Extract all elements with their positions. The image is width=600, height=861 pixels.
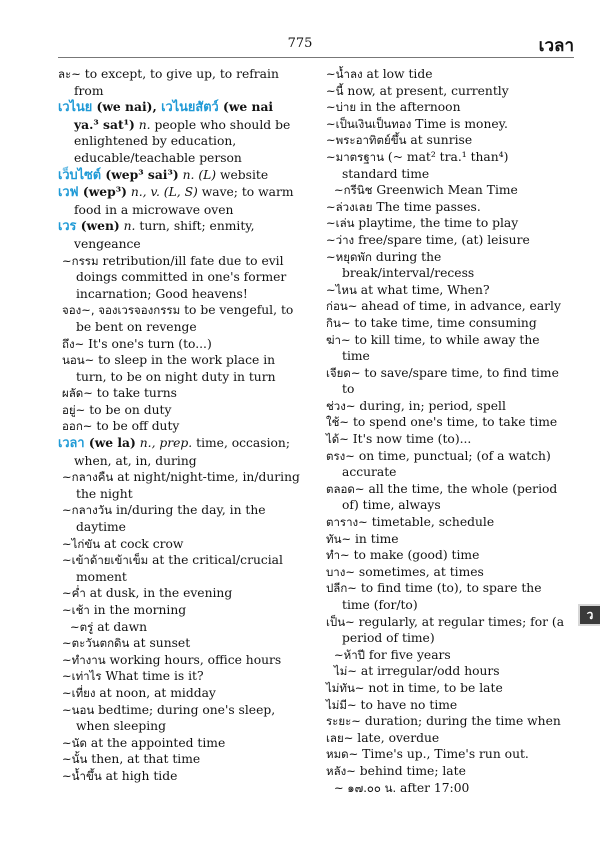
thai-phrase: ฆ่า~ <box>326 332 351 347</box>
sub-entry <box>58 502 300 535</box>
headword: เวลา <box>58 436 85 452</box>
sub-entry <box>326 763 566 780</box>
sub-entry <box>326 116 566 133</box>
sub-entry <box>326 132 566 149</box>
definition: in/during the day, in the daytime <box>76 503 266 535</box>
definition: to except, to give up, to refrain from <box>74 67 279 98</box>
definition: (~ mat² tra.¹ than⁴) standard time <box>342 149 509 181</box>
thai-phrase: ~เช้า <box>62 603 90 617</box>
part-of-speech: n. (L) <box>178 167 217 182</box>
definition: working hours, office hours <box>105 652 282 667</box>
definition: then, at that time <box>87 752 201 767</box>
sub-entry <box>58 635 300 652</box>
thai-phrase: ~ไหน <box>326 282 357 297</box>
page-number: 775 <box>287 36 313 51</box>
sub-entry <box>326 564 566 581</box>
definition: Greenwich Mean Time <box>372 183 518 198</box>
thai-phrase: อยู่~ <box>62 402 86 417</box>
thai-phrase: บาง~ <box>326 564 356 579</box>
definition: to be off duty <box>92 419 180 434</box>
thai-phrase: ~ทำงาน <box>62 652 106 667</box>
pronunciation: (we nai), <box>92 99 157 115</box>
left-column <box>58 66 300 785</box>
definition: at cock crow <box>100 536 184 551</box>
thai-phrase: ใช้~ <box>326 415 350 430</box>
thai-phrase: เลย~ <box>326 730 354 745</box>
thai-phrase: กิน~ <box>326 315 351 330</box>
thai-phrase: ~เข้าด้ายเข้าเข็ม <box>62 553 149 568</box>
sub-entry <box>326 647 566 664</box>
definition: at sunset <box>129 636 191 651</box>
definition: at the appointed time <box>86 735 226 750</box>
pronunciation: (we la) <box>84 435 136 451</box>
sub-entry <box>326 282 566 299</box>
sub-entry <box>58 602 300 619</box>
sub-entry <box>58 619 300 636</box>
definition: to be on duty <box>85 402 172 417</box>
sub-entry <box>326 83 566 100</box>
headword-variant: เวไนยสัตว์ <box>156 100 219 116</box>
thai-phrase: ~กลางคืน <box>62 470 114 485</box>
sub-entry <box>58 652 300 669</box>
sub-entry <box>326 414 566 431</box>
thai-phrase: ออก~ <box>62 419 93 434</box>
definition: in the morning <box>89 603 187 617</box>
thai-phrase: ~ ๑๗.๐๐ น. <box>334 780 397 795</box>
sub-entry <box>58 385 300 402</box>
part-of-speech: n. <box>134 117 151 132</box>
definition: at low tide <box>362 67 433 81</box>
thai-phrase: ~ตรู่ <box>70 619 94 634</box>
definition: at irregular/odd hours <box>357 664 500 679</box>
sub-entry <box>326 697 566 714</box>
thai-phrase: ~นอน <box>62 702 95 717</box>
thai-phrase: ~ว่าง <box>326 232 355 247</box>
thai-phrase: ตลอด~ <box>326 481 365 496</box>
sub-entry <box>326 481 566 514</box>
sub-entry <box>326 99 566 116</box>
thai-phrase: ~ห้าปี <box>334 647 365 662</box>
sub-entry <box>326 531 566 548</box>
headword: เวไนย <box>58 100 93 116</box>
headword: เวฟ <box>58 185 79 201</box>
sub-entry <box>326 514 566 531</box>
sub-entry <box>326 199 566 216</box>
thai-phrase: ~น้ำลง <box>326 67 363 81</box>
thai-phrase: ~บ่าย <box>326 100 357 115</box>
sub-entry <box>58 352 300 385</box>
thai-phrase: ~กรีนิช <box>334 183 373 198</box>
definition: at dusk, in the evening <box>85 586 233 601</box>
sub-entry <box>326 315 566 332</box>
definition: to have no time <box>356 697 458 712</box>
sub-entry <box>326 365 566 398</box>
sub-entry <box>58 735 300 752</box>
sub-entry <box>58 768 300 785</box>
definition: Time's up., Time's run out. <box>358 747 529 762</box>
headword-entry <box>58 99 300 166</box>
thai-phrase: หมด~ <box>326 747 359 762</box>
headword-entry <box>58 218 300 252</box>
sub-entry <box>58 702 300 735</box>
sub-entry <box>58 751 300 768</box>
definition: late, overdue <box>353 730 440 745</box>
part-of-speech: n. <box>119 219 136 234</box>
running-head: เวลา <box>538 36 574 56</box>
thai-phrase: ไม่~ <box>334 664 357 679</box>
sub-entry <box>326 680 566 697</box>
definition: behind time; late <box>355 763 466 778</box>
sub-entry <box>326 547 566 564</box>
thai-phrase: ~นี้ <box>326 83 344 98</box>
sub-entry <box>326 448 566 481</box>
sub-entry <box>326 614 566 647</box>
sub-entry <box>326 232 566 249</box>
definition: It's one's turn (to...) <box>84 336 212 351</box>
pronunciation: (wep³) <box>78 184 127 200</box>
thai-phrase: เป็น~ <box>326 614 355 629</box>
sub-entry <box>326 713 566 730</box>
definition: at noon, at midday <box>95 685 216 700</box>
thai-phrase: ~เป็นเงินเป็นทอง <box>326 116 412 131</box>
pronunciation: (wen) <box>76 218 120 234</box>
thai-phrase: ตรง~ <box>326 448 355 463</box>
thai-phrase: ~น้ำขึ้น <box>62 768 102 783</box>
sub-entry <box>58 536 300 553</box>
sub-entry <box>326 431 566 448</box>
sub-entry <box>326 249 566 282</box>
definition: to sleep in the work place in turn, to be on night duty in turn <box>76 353 276 384</box>
sub-entry <box>326 298 566 315</box>
thai-phrase: จอง~, จองเวรจองกรรม <box>62 303 181 318</box>
definition: at the critical/crucial moment <box>76 553 283 584</box>
headword-entry <box>58 167 300 185</box>
definition: It's now time (to)... <box>348 432 472 447</box>
definition: in the afternoon <box>356 100 461 115</box>
definition: people who should be enlightened by education, educable/teachable person <box>74 117 291 165</box>
sub-entry <box>326 398 566 415</box>
definition: at high tide <box>101 768 178 783</box>
definition: now, at present, currently <box>343 83 509 98</box>
definition: to take turns <box>92 386 177 401</box>
thai-phrase: ~นัด <box>62 735 87 750</box>
thai-phrase: ระยะ~ <box>326 714 361 729</box>
pronunciation: (wep³ sai³) <box>101 166 179 182</box>
definition: regularly, at regular times; for (a period of time) <box>342 614 565 646</box>
sub-entry <box>58 668 300 685</box>
thai-phrase: ถึง~ <box>62 336 85 351</box>
thai-phrase: ก่อน~ <box>326 299 358 314</box>
thai-phrase: ~นั้น <box>62 752 88 767</box>
definition: ahead of time, in advance, early <box>357 299 561 314</box>
definition: not in time, to be late <box>364 680 503 695</box>
sub-entry <box>326 182 566 199</box>
definition: to save/spare time, to find time to <box>342 365 559 397</box>
definition: duration; during the time when <box>360 714 561 729</box>
thai-phrase: ~กลางวัน <box>62 503 113 518</box>
sub-entry <box>58 302 300 335</box>
sub-entry <box>326 780 566 797</box>
sub-entry <box>58 469 300 502</box>
definition: to take time, time consuming <box>350 315 537 330</box>
definition: Time is money. <box>411 116 508 131</box>
sub-entry <box>326 66 566 83</box>
sub-entry <box>58 253 300 303</box>
thai-phrase: ไม่ทัน~ <box>326 680 365 695</box>
definition: at dawn <box>93 619 148 634</box>
headword: เว็บไซต์ <box>58 167 102 183</box>
thai-phrase: นอน~ <box>62 353 95 368</box>
thai-phrase: ผลัด~ <box>62 386 93 401</box>
definition: playtime, the time to play <box>354 216 519 231</box>
definition: to be vengeful, to be bent on revenge <box>76 303 294 334</box>
definition: all the time, the whole (period of) time, always <box>342 481 558 513</box>
thumb-index-tab[interactable]: ว <box>578 604 600 626</box>
thai-phrase: ~มาตรฐาน <box>326 149 384 164</box>
definition: What time is it? <box>101 669 204 684</box>
sub-entry <box>326 332 566 365</box>
thai-phrase: ปลีก~ <box>326 581 357 596</box>
pronunciation: (we nai ya.³ sat¹) <box>74 99 274 132</box>
sub-entry <box>326 746 566 763</box>
thai-phrase: ทำ~ <box>326 548 350 563</box>
definition: turn, shift; enmity, vengeance <box>74 219 255 251</box>
thai-phrase: ~ค่ำ <box>62 586 86 601</box>
definition: to find time (to), to spare the time (for/to) <box>342 581 542 612</box>
thai-phrase: ~เล่น <box>326 216 355 231</box>
thai-phrase: ทัน~ <box>326 531 352 546</box>
definition: on time, punctual; (of a watch) accurate <box>342 448 551 480</box>
definition: at night/night-time, in/during the night <box>76 470 300 501</box>
definition: time, occasion; when, at, in, during <box>74 436 290 468</box>
thai-phrase: ~ตะวันตกดิน <box>62 636 130 651</box>
definition: to kill time, to while away the time <box>342 332 540 364</box>
right-column <box>326 66 566 796</box>
header-rule <box>58 57 574 58</box>
sub-entry <box>326 215 566 232</box>
sub-entry <box>326 730 566 747</box>
definition: free/spare time, (at) leisure <box>354 232 530 247</box>
sub-entry <box>58 552 300 585</box>
sub-entry <box>326 663 566 680</box>
thai-phrase: ตาราง~ <box>326 515 368 530</box>
definition: bedtime; during one's sleep, when sleeping <box>76 702 276 734</box>
thai-phrase: ~เท่าไร <box>62 669 102 684</box>
sub-entry <box>58 685 300 702</box>
sub-entry <box>58 66 300 99</box>
part-of-speech: n., v. (L, S) <box>126 185 198 200</box>
thai-phrase: ละ~ <box>58 67 81 81</box>
thai-phrase: ~พระอาทิตย์ขึ้น <box>326 133 407 148</box>
definition: after 17:00 <box>396 780 470 795</box>
thai-phrase: ~กรรม <box>62 253 99 268</box>
sub-entry <box>58 336 300 353</box>
thai-phrase: ~ล่วงเลย <box>326 199 373 214</box>
thai-phrase: ~เที่ยง <box>62 685 96 700</box>
thai-phrase: ได้~ <box>326 432 349 447</box>
definition: timetable, schedule <box>367 515 495 530</box>
definition: in time <box>351 531 399 546</box>
definition: during the break/interval/recess <box>342 249 475 281</box>
definition: retribution/ill fate due to evil doings committed in one's former incarnation; Good heavens! <box>76 253 287 301</box>
definition: at what time, When? <box>356 282 490 297</box>
definition: for five years <box>364 647 451 662</box>
thai-phrase: ~หยุดพัก <box>326 249 372 264</box>
thai-phrase: ช่วง~ <box>326 398 356 413</box>
part-of-speech: n., prep. <box>135 436 193 451</box>
sub-entry <box>58 585 300 602</box>
definition: during, in; period, spell <box>355 398 506 413</box>
definition: to spend one's time, to take time <box>349 415 558 430</box>
definition: sometimes, at times <box>355 564 484 579</box>
sub-entry <box>326 149 566 182</box>
headword-entry <box>58 435 300 469</box>
definition: to make (good) time <box>349 548 480 563</box>
sub-entry <box>326 580 566 613</box>
sub-entry <box>58 418 300 435</box>
headword: เวร <box>58 219 77 235</box>
headword-entry <box>58 184 300 218</box>
definition: at sunrise <box>406 133 473 148</box>
definition: wave; to warm food in a microwave oven <box>74 185 294 217</box>
definition: website <box>216 167 269 182</box>
sub-entry <box>58 402 300 419</box>
thai-phrase: เจียด~ <box>326 365 361 380</box>
definition: The time passes. <box>372 199 481 214</box>
thai-phrase: ~ไก่ขัน <box>62 536 101 551</box>
thai-phrase: ไม่มี~ <box>326 697 357 712</box>
thai-phrase: หลัง~ <box>326 763 356 778</box>
